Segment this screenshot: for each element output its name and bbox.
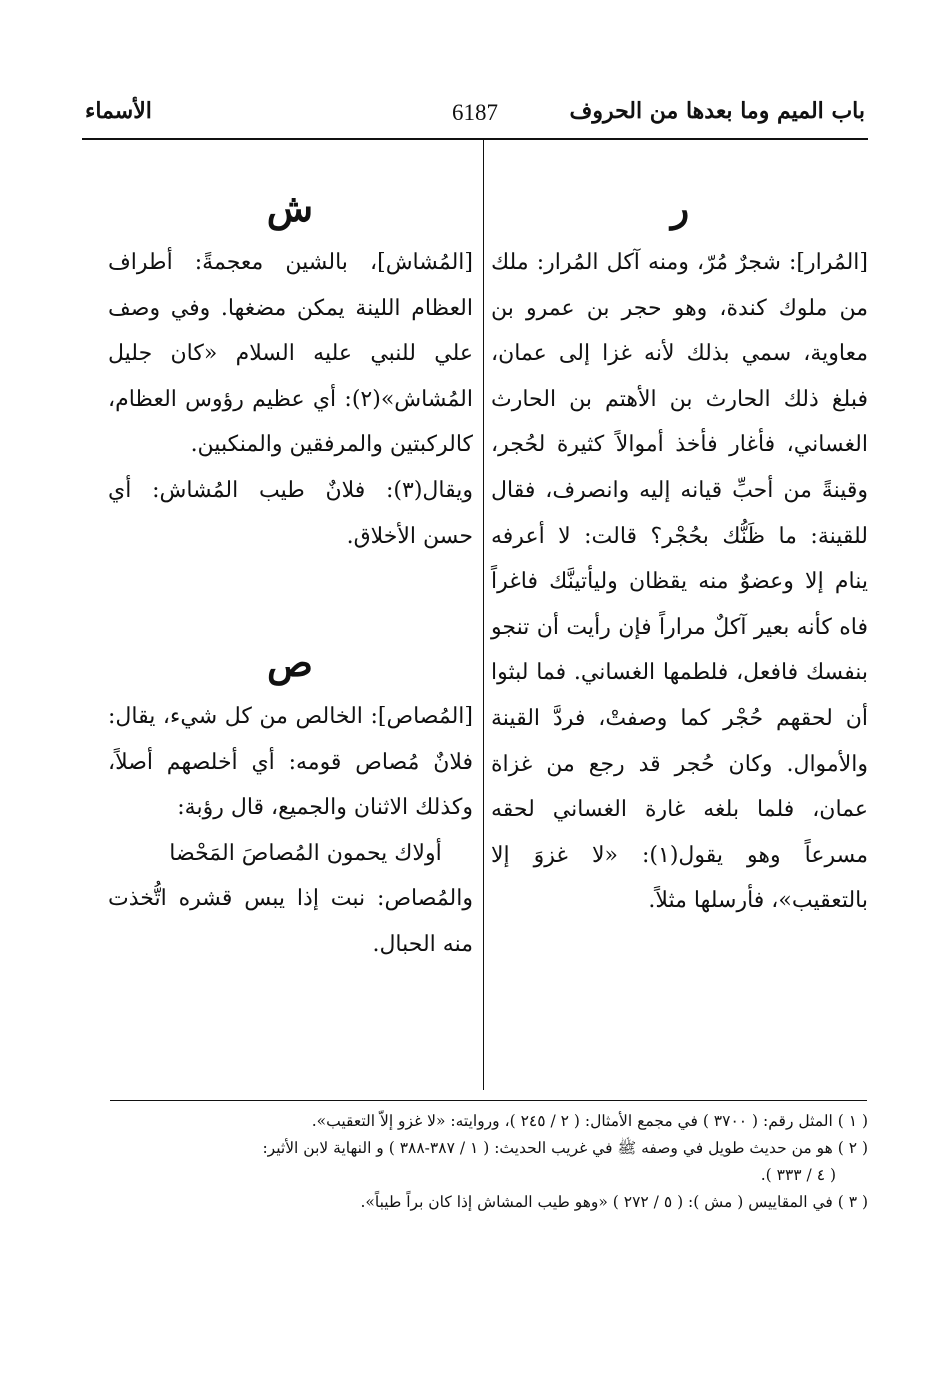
right-column — [491, 240, 868, 924]
column-divider — [483, 140, 484, 1090]
footnote-2: ( ٢ ) هو من حديث طويل في وصفه ﷺ في غريب الحديث: ( ١ / ٣٨٧-٣٨٨ ) و النهاية لابن الأثير: — [262, 1139, 868, 1157]
footnotes — [108, 1108, 868, 1216]
section-letter-ra: ر — [670, 185, 690, 230]
entry-musas-plant: والمُصاص: نبت إذا يبس قشره اتُّخذت منه الحبال. — [108, 886, 473, 957]
entry-mushash-saying: ويقال(٣): فلانٌ طيب المُشاش: أي حسن الأخلاق. — [108, 477, 473, 549]
page-number: 6187 — [452, 100, 498, 125]
running-header-right: باب الميم وما بعدها من الحروف — [569, 98, 865, 124]
section-letter-shin: ش — [266, 185, 314, 230]
header-rule — [82, 138, 868, 140]
entry-murar: [المُرار]: شجرٌ مُرّ، ومنه آكل المُرار: ملك من ملوك كندة، وهو حجر بن عمرو بن معاوية، سمي بذلك لأنه غزا إلى عمان، فبلغ ذلك الحارث بن الأهتم بن الحارث الغساني، فأغار فأخذ أموالاً كثيرة لحُجر، وقينةً من أحبِّ قيانه إليه وانصرف، فقال للقينة: ما ظَنُّك بحُجْر؟ قالت: لا أعرفه ينام إلا وعضوٌ منه يقظان وليأتينَّك فاغراً فاه كأنه بعير آكلٌ مراراً فإن رأيت أن تنجو بنفسك فافعل، فلطمها الغساني. فما لبثوا أن لحقهم حُجْر كما وصفتْ، فردَّ القينة والأموال. وكان حُجر قد رجع من غزاة عمان، فلما بلغه غارة الغساني لحقه مسرعاً وهو يقول(١): «لا غزوَ إلا بالتعقيب»، فأرسلها مثلاً. — [491, 250, 868, 914]
verse-ruba: أولاك يحمون المُصاصَ المَحْضا — [169, 840, 442, 866]
section-letter-sad: ص — [267, 640, 313, 685]
entry-musas: [المُصاص]: الخالص من كل شيء، يقال: فلانٌ مُصاص قومه: أي أخلصهم أصلاً، وكذلك الاثنان والجميع، قال رؤبة: — [108, 704, 473, 821]
footnote-3: ( ٣ ) في المقاييس ( مش ): ( ٥ / ٢٧٢ ) «وهو طيب المشاش إذا كان براً طيباً». — [360, 1193, 868, 1211]
left-column-top — [108, 240, 473, 559]
entry-mushash: [المُشاش]، بالشين معجمةً: أطراف العظام اللينة يمكن مضغها. وفي وصف علي للنبي عليه السلام «كان جليل المُشاش»(٢): أي عظيم رؤوس العظام، كالركبتين والمرفقين والمنكبين. — [108, 250, 473, 458]
footnote-2-continued: ( ٤ / ٣٣٣ ). — [760, 1166, 836, 1184]
footnote-rule — [110, 1100, 867, 1101]
left-column-bottom — [108, 694, 473, 968]
running-header-left: الأسماء — [85, 98, 152, 124]
footnote-1: ( ١ ) المثل رقم: ( ٣٧٠٠ ) في مجمع الأمثال: ( ٢ / ٢٤٥ )، وروايته: «لا غزو إلاّ التعقيب». — [311, 1112, 868, 1130]
